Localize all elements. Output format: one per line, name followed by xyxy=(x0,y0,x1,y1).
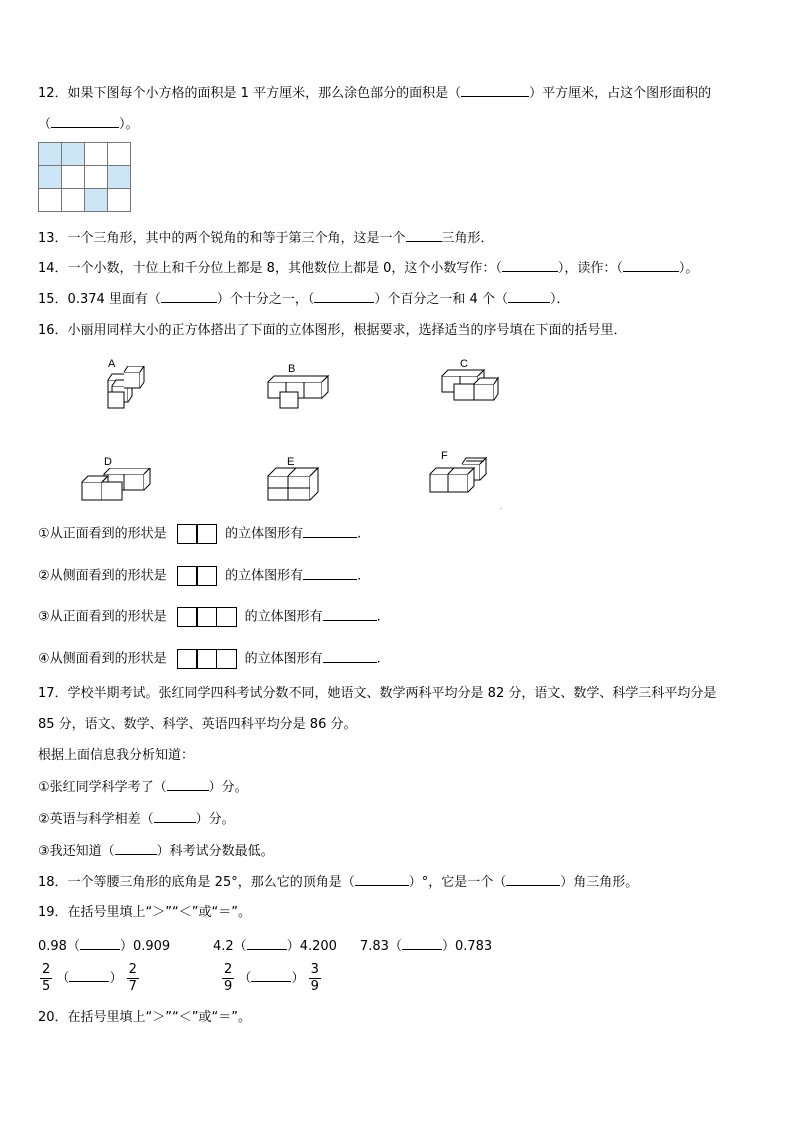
q16-blank3[interactable] xyxy=(323,608,377,621)
q16-item-2: ②从侧面看到的形状是 的立体图形有 . xyxy=(38,566,361,586)
q19-fraction-row xyxy=(38,962,738,1002)
q19-blank2[interactable] xyxy=(247,937,287,950)
front-view-2-squares xyxy=(177,524,218,544)
figure-label-b: B xyxy=(288,363,296,375)
figure-label-c: C xyxy=(460,358,468,370)
q17-sub2: ②英语与科学相差（ ）分。 xyxy=(38,812,235,827)
fraction-2-9: $\frac{2}{9}$ xyxy=(224,962,233,994)
q19-decimal-row xyxy=(38,935,738,955)
q12-line1: 12．如果下图每个小方格的面积是 1 平方厘米，那么涂色部分的面积是（ ）平方厘米，占这个图形面积的 xyxy=(38,86,712,101)
q16-blank4[interactable] xyxy=(323,650,377,663)
q16-blank2[interactable] xyxy=(303,567,357,580)
figure-label-d: D xyxy=(104,456,112,468)
q16-item-1: ①从正面看到的形状是 的立体图形有 . xyxy=(38,524,361,544)
q17-line1: 17．学校半期考试。张红同学四科考试分数不同，她语文、数学两科平均分是 82 分，语文、数学、科学三科平均分是 xyxy=(38,686,717,701)
q14-blank1[interactable] xyxy=(502,259,558,272)
q19-pair-1: 0.98（ ）0.909 xyxy=(38,939,171,954)
q19-blank1[interactable] xyxy=(80,937,120,950)
fraction-2-7: $\frac{2}{7}$ xyxy=(128,962,137,994)
side-view-3-squares xyxy=(177,649,237,669)
figure-label-e: E xyxy=(287,456,295,468)
q13: 13．一个三角形，其中的两个锐角的和等于第三个角，这是一个 三角形． xyxy=(38,231,494,246)
q12-blank2[interactable] xyxy=(51,115,119,128)
q19-text: 19．在括号里填上“＞”“＜”或“＝”。 xyxy=(38,905,251,920)
figure-label-f: F xyxy=(441,450,448,462)
figure-label-a: A xyxy=(108,358,116,370)
figure-c xyxy=(440,368,500,404)
figure-f xyxy=(428,456,490,496)
q19-frac-pair-1: $\frac{2}{5}$ （ ） $\frac{2}{7}$ xyxy=(42,962,137,994)
side-view-2-squares xyxy=(177,566,218,586)
q15-blank3[interactable] xyxy=(508,290,550,303)
q20-text: 20．在括号里填上“＞”“＜”或“＝”。 xyxy=(38,1010,251,1025)
figure-b xyxy=(266,372,332,410)
q18-blank2[interactable] xyxy=(506,873,560,886)
q19-pair-3: 7.83（ ）0.783 xyxy=(360,939,493,954)
q19-blank5[interactable] xyxy=(251,969,291,982)
q16-blank1[interactable] xyxy=(303,525,357,538)
figure-d xyxy=(80,468,152,502)
q15: 15．0.374 里面有（ ）个十分之一，（ ）个百分之一和 4 个（ ）． xyxy=(38,292,570,307)
q13-blank[interactable] xyxy=(406,229,442,242)
figure-a xyxy=(98,366,152,412)
q18-blank1[interactable] xyxy=(355,873,409,886)
q17-blank2[interactable] xyxy=(154,810,196,823)
q19-pair-2: 4.2（ ）4.200 xyxy=(213,939,337,954)
figure-e xyxy=(266,464,322,502)
q12-line2: （ ）。 xyxy=(38,117,139,132)
q17-line2: 85 分，语文、数学、科学、英语四科平均分是 86 分。 xyxy=(38,717,357,732)
q19-frac-pair-2: $\frac{2}{9}$ （ ） $\frac{3}{9}$ xyxy=(224,962,319,994)
q14: 14．一个小数，十位上和千分位上都是 8，其他数位上都是 0，这个小数写作：（ ），读作：（ ）。 xyxy=(38,261,699,276)
q16-text: 16．小丽用同样大小的正方体搭出了下面的立体图形，根据要求，选择适当的序号填在下面的括号里． xyxy=(38,323,627,338)
q12-blank1[interactable] xyxy=(461,84,529,97)
q17-blank3[interactable] xyxy=(115,842,157,855)
q19-blank4[interactable] xyxy=(69,969,109,982)
q15-blank2[interactable] xyxy=(314,290,374,303)
q19-blank3[interactable] xyxy=(402,937,442,950)
q15-blank1[interactable] xyxy=(161,290,217,303)
q14-blank2[interactable] xyxy=(623,259,679,272)
fraction-3-9: $\frac{3}{9}$ xyxy=(310,962,319,994)
fraction-2-5: $\frac{2}{5}$ xyxy=(42,962,51,994)
q17-sub1: ①张红同学科学考了（ ）分。 xyxy=(38,780,248,795)
q16-item-4: ④从侧面看到的形状是 的立体图形有 . xyxy=(38,649,381,669)
q18: 18．一个等腰三角形的底角是 25°，那么它的顶角是（ ）°，它是一个（ ）角三角形。 xyxy=(38,875,639,890)
q17-blank1[interactable] xyxy=(167,778,209,791)
q12-grid xyxy=(38,142,131,212)
q17-line3: 根据上面信息我分析知道： xyxy=(38,748,195,763)
q16-item-3: ③从正面看到的形状是 的立体图形有 . xyxy=(38,607,381,627)
front-view-3-squares xyxy=(177,607,237,627)
q17-sub3: ③我还知道（ ）科考试分数最低。 xyxy=(38,844,274,859)
stray-mark: · xyxy=(500,506,502,513)
